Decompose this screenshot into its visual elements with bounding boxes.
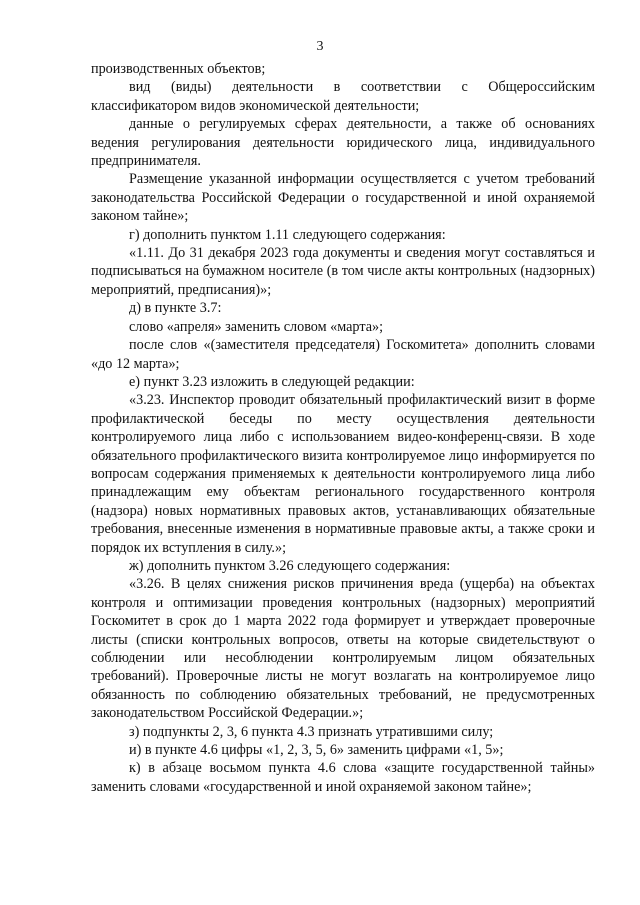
- paragraph: «3.23. Инспектор проводит обязательный профилактический визит в форме профилактической беседы по месту осуществления деятельности контролируемого лица либо с использованием видео-конференц-связи. В ходе обязательного профилактического визита контролируемое лицо информируется по вопросам содержания применяемых к деятельности контролируемого лица либо принадлежащим ему объектам регионального государственного контроля (надзора) новых нормативных правовых актов, устанавливающих обязательные требования, внесенные изменения в нормативные правовые акты, а также сроки и порядок их вступления в силу.»;: [91, 392, 595, 556]
- paragraph: «3.26. В целях снижения рисков причинения вреда (ущерба) на объектах контроля и оптимизации проведения контрольных (надзорных) мероприятий Госкомитет в срок до 1 марта 2022 года формирует и утверждает проверочные листы (списки контрольных вопросов, ответы на которые свидетельствуют о соблюдении или несоблюдении контролируемым лицом обязательных требований). Проверочные листы не могут возлагать на контролируемое лицо обязанность по соблюдению обязательных требований, не предусмотренных законодательством Российской Федерации.»;: [91, 576, 595, 722]
- paragraph: и) в пункте 4.6 цифры «1, 2, 3, 5, 6» заменить цифрами «1, 5»;: [129, 742, 504, 759]
- paragraph: слово «апреля» заменить словом «марта»;: [129, 318, 384, 335]
- paragraph: Размещение указанной информации осуществляется с учетом требований законодательства Российской Федерации о государственной и иной охраняемой законом тайне»;: [91, 171, 595, 225]
- paragraph: з) подпункты 2, 3, 6 пункта 4.3 признать утратившими силу;: [129, 723, 494, 740]
- document-body: [91, 60, 595, 796]
- paragraph: производственных объектов;: [91, 61, 266, 77]
- paragraph: ж) дополнить пунктом 3.26 следующего содержания:: [129, 557, 451, 574]
- paragraph: данные о регулируемых сферах деятельности, а также об основаниях ведения регулирования деятельности юридического лица, индивидуального предпринимателя.: [91, 116, 595, 170]
- paragraph: «1.11. До 31 декабря 2023 года документы и сведения могут составляться и подписываться на бумажном носителе (в том числе акты контрольных (надзорных) мероприятий, предписания)»;: [91, 245, 595, 298]
- paragraph: г) дополнить пунктом 1.11 следующего содержания:: [129, 226, 446, 243]
- paragraph: е) пункт 3.23 изложить в следующей редакции:: [129, 373, 415, 390]
- paragraph: д) в пункте 3.7:: [129, 300, 222, 317]
- paragraph: к) в абзаце восьмом пункта 4.6 слова «защите государственной тайны» заменить словами «государственной и иной охраняемой законом тайне»;: [91, 760, 595, 795]
- paragraph: после слов «(заместителя председателя) Госкомитета» дополнить словами «до 12 марта»;: [91, 337, 595, 372]
- paragraph: вид (виды) деятельности в соответствии с Общероссийским классификатором видов экономической деятельности;: [91, 79, 595, 114]
- page-number: 3: [316, 39, 324, 54]
